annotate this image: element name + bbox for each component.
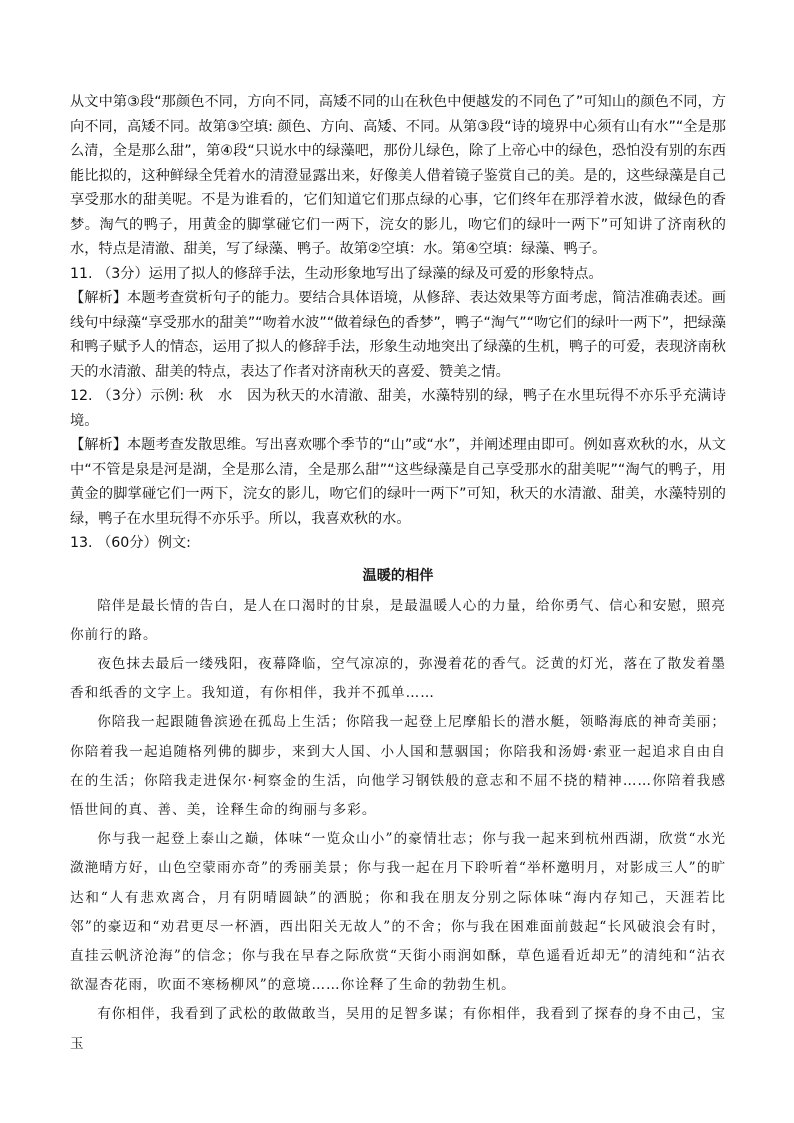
answer-12: 12. （3分）示例: 秋 水 因为秋天的水清澈、甜美，水藻特别的绿，鸭子在水里玩得不亦乐乎充满诗境。 bbox=[70, 388, 726, 429]
essay-paragraph: 你陪我一起跟随鲁滨逊在孤岛上生活；你陪我一起登上尼摩船长的潜水艇，领略海底的神奇美丽；你陪着我一起追随格列佛的脚步，来到大人国、小人国和慧骃国；你陪我和汤姆·索亚一起追求自由自在的生活；你陪我走进保尔·柯察金的生活，向他学习钢铁般的意志和不屈不挠的精神……你陪着我感悟世间的真、善、美，诠释生命的绚丽与多彩。 bbox=[70, 714, 726, 818]
essay-body bbox=[70, 592, 726, 1059]
answer-11: 11. （3分）运用了拟人的修辞手法，生动形象地写出了绿藻的绿及可爱的形象特点。 bbox=[70, 265, 603, 282]
essay-paragraph: 有你相伴，我看到了武松的敢做敢当，吴用的足智多谋；有你相伴，我看到了探春的身不由己，宝玉 bbox=[70, 1006, 726, 1052]
answer-paragraph: 从文中第③段“那颜色不同，方向不同，高矮不同的山在秋色中便越发的不同色了”可知山的颜色不同，方向不同，高矮不同。故第③空填: 颜色、方向、高矮、不同。从第③段“诗的境界中心须有山有水”“全是那么清，全是那么甜”，第④段“只说水中的绿藻吧，那份儿绿色，除了上帝心中的绿色，恐怕没有别的东西能比拟的，这种鲜绿全凭着水的清澄显露出来，好像美人借着镜子鉴赏自己的美。是的，这些绿藻是自己享受那水的甜美呢。不是为谁看的，它们知道它们那点绿的心事，它们终年在那浮着水波，做绿色的香梦。淘气的鸭子，用黄金的脚掌碰它们一两下，浣女的影儿，吻它们的绿叶一两下”可知讲了济南秋的水，特点是清澈、甜美，写了绿藻、鸭子。故第②空填：水。第④空填：绿藻、鸭子。 bbox=[70, 94, 726, 257]
essay-paragraph: 夜色抹去最后一缕残阳，夜幕降临，空气凉凉的，弥漫着花的香气。泛黄的灯光，落在了散发着墨香和纸香的文字上。我知道，有你相伴，我并不孤单…… bbox=[70, 655, 726, 702]
answer-content bbox=[70, 90, 726, 1059]
analysis-12: 【解析】本题考查发散思维。写出喜欢哪个季节的“山”或“水”，并阐述理由即可。例如喜欢秋的水，从文中“不管是泉是河是湖，全是那么清，全是那么甜”“这些绿藻是自己享受那水的甜美呢”“淘气的鸭子，用黄金的脚掌碰它们一两下，浣女的影儿，吻它们的绿叶一两下”可知，秋天的水清澈、甜美，水藻特别的绿，鸭子在水里玩得不亦乐乎。所以，我喜欢秋的水。 bbox=[70, 437, 726, 527]
answer-13: 13. （60分）例文: bbox=[70, 535, 191, 551]
essay-title: 温暖的相伴 bbox=[362, 567, 434, 584]
analysis-11: 【解析】本题考查赏析句子的能力。要结合具体语境，从修辞、表达效果等方面考虑，简洁准确表述。画线句中绿藻“享受那水的甜美”“吻着水波”“做着绿色的香梦”，鸭子“淘气”“吻它们的绿叶一两下”，把绿藻和鸭子赋予人的情态，运用了拟人的修辞手法，形象生动地突出了绿藻的生机，鸭子的可爱，表现济南秋天的水清澈、甜美的特点，表达了作者对济南秋天的喜爱、赞美之情。 bbox=[70, 290, 726, 380]
essay-paragraph: 你与我一起登上泰山之巅，体味“一览众山小”的豪情壮志；你与我一起来到杭州西湖，欣赏“水光潋滟晴方好，山色空蒙雨亦奇”的秀丽美景；你与我一起在月下聆听着“举杯邀明月，对影成三人”的旷达和“人有悲欢离合，月有阴晴圆缺”的洒脱；你和我在朋友分别之际体味“海内存知己，天涯若比邻”的豪迈和“劝君更尽一杯酒，西出阳关无故人”的不舍；你与我在困难面前鼓起“长风破浪会有时，直挂云帆济沧海”的信念；你与我在早春之际欣赏“天街小雨润如酥，草色遥看近却无”的清纯和“沾衣欲湿杏花雨，吹面不寒杨柳风”的意境……你诠释了生命的勃勃生机。 bbox=[70, 831, 726, 994]
essay-paragraph: 陪伴是最长情的告白，是人在口渴时的甘泉，是最温暖人心的力量，给你勇气、信心和安慰，照亮你前行的路。 bbox=[70, 597, 726, 643]
